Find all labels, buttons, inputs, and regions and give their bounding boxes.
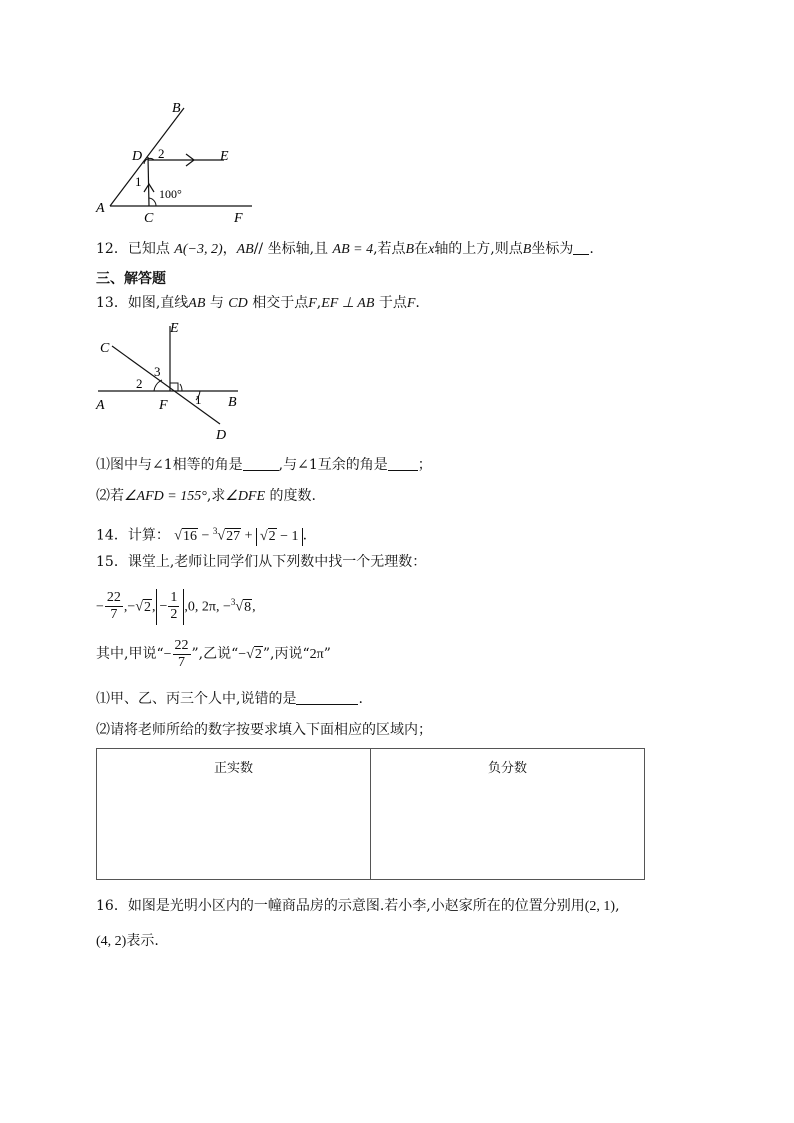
- abs-sqrt2-minus-1: √2 − 1: [256, 528, 303, 546]
- answer-blank-12[interactable]: [573, 240, 589, 255]
- label-2: 2: [158, 146, 165, 161]
- positive-real-header: 正实数: [213, 761, 253, 776]
- question-16-cont: (4, 2)表示.: [96, 933, 159, 949]
- negative-fraction-cell[interactable]: [371, 749, 645, 880]
- figure-angle-diagram: [92, 98, 262, 226]
- section-heading: 三、解答题: [96, 271, 166, 287]
- question-15-part-2: ⑵请将老师所给的数字按要求填入下面相应的区域内；: [96, 722, 432, 738]
- classification-table: [96, 748, 645, 880]
- answer-blank-15[interactable]: [296, 690, 358, 705]
- label-e: E: [220, 149, 229, 164]
- label-f: F: [159, 398, 168, 413]
- question-13-part-1: ⑴图中与∠1相等的角是 ,与∠1互余的角是 ；: [96, 457, 432, 473]
- positive-real-cell[interactable]: [97, 749, 371, 880]
- label-1: 1: [135, 174, 142, 189]
- question-13: 13．如图,直线AB 与 CD 相交于点F,EF ⊥ AB 于点F.: [96, 295, 420, 311]
- students-answers: 其中,甲说“− $\frac{22}{7}$ ”,乙说“−√2”,丙说“2π”: [96, 637, 331, 670]
- negative-fraction-header: 负分数: [487, 761, 527, 776]
- cbrt-27: √27: [217, 528, 241, 544]
- label-a: A: [96, 398, 105, 413]
- question-16: 16．如图是光明小区内的一幢商品房的示意图.若小李,小赵家所在的位置分别用(2, 1),: [96, 898, 620, 914]
- sqrt-16: √16: [174, 528, 197, 544]
- question-12: 12．已知点 A(−3, 2)，AB// 坐标轴,且 AB = 4,若点B在x轴的上方,则点B坐标为 .: [96, 241, 594, 257]
- label-d: D: [132, 149, 143, 164]
- question-15-part-1: ⑴甲、乙、丙三个人中,说错的是 .: [96, 691, 363, 707]
- number-list: − $\frac{22}{7}$ ,−√2, − $\frac{1}{2}$ ,0, 2π, −$^3$√8,: [96, 583, 256, 621]
- label-a: A: [96, 201, 105, 216]
- label-b: B: [172, 101, 181, 116]
- label-f: F: [234, 211, 243, 226]
- question-15: 15．课堂上,老师让同学们从下列数中找一个无理数：: [96, 554, 427, 570]
- question-14: 14．计算： √16 − $^3$√27 + √2 − 1 .: [96, 526, 308, 544]
- label-e: E: [170, 321, 179, 336]
- label-b: B: [228, 395, 237, 410]
- label-c: C: [100, 341, 110, 356]
- label-1: 1: [195, 392, 202, 407]
- label-c: C: [144, 211, 154, 226]
- abs-neg-half: − $\frac{1}{2}$: [156, 589, 185, 625]
- label-3: 3: [154, 364, 161, 379]
- question-13-part-2: ⑵若∠AFD = 155°,求∠DFE 的度数.: [96, 488, 316, 504]
- point-a: A(−3, 2): [174, 242, 223, 257]
- fraction-22-7: $\frac{22}{7}$: [106, 590, 121, 623]
- answer-blank-13a[interactable]: [243, 456, 279, 471]
- label-d: D: [216, 428, 227, 443]
- figure-intersecting-lines: [92, 318, 262, 444]
- label-100: 100°: [159, 187, 182, 201]
- label-2: 2: [136, 376, 143, 391]
- answer-blank-13b[interactable]: [388, 456, 418, 471]
